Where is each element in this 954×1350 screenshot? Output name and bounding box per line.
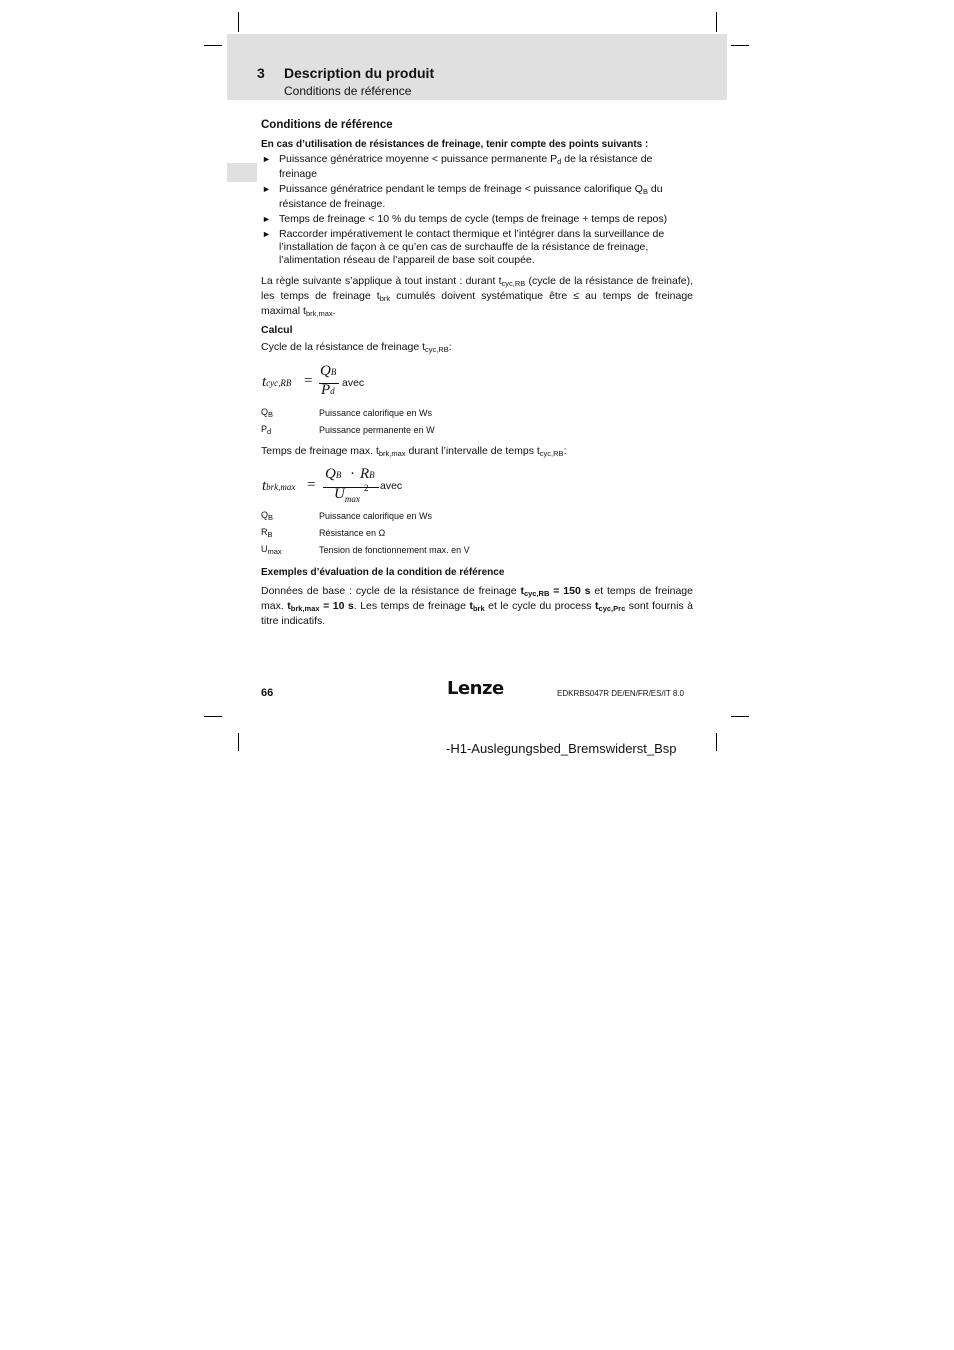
section-title: Conditions de référence xyxy=(261,119,393,131)
arrow-right-icon: ► xyxy=(262,184,271,194)
rule-paragraph: La règle suivante s’applique à tout instant : durant $t_{cyc,RB}$ (cycle de la résistance de freinafe), les temps de freinage $t_{brk}$ cumulés doivent systématique être ≤ au temps de freinage maximal $t_{brk,max}$. xyxy=(261,275,694,318)
side-tab-marker xyxy=(227,163,257,182)
crop-mark xyxy=(238,12,239,32)
chapter-number: 3 xyxy=(257,65,265,81)
crop-mark xyxy=(238,733,239,751)
arrow-right-icon: ► xyxy=(262,229,271,239)
crop-mark xyxy=(716,733,717,751)
definitions-2 xyxy=(261,508,693,559)
list-item: ► Temps de freinage < 10 % du temps de cycle (temps de freinage + temps de repos) xyxy=(262,213,668,225)
examples-heading: Exemples d’évaluation de la condition de référence xyxy=(261,567,505,578)
intro-text: En cas d’utilisation de résistances de freinage, tenir compte des points suivants : xyxy=(261,139,649,150)
arrow-right-icon: ► xyxy=(262,154,271,164)
crop-mark xyxy=(731,45,749,46)
main-content xyxy=(261,119,693,627)
lenze-logo: Lenze xyxy=(447,678,504,699)
chapter-title: Description du produit xyxy=(284,65,435,81)
document-reference: EDKRBS047R DE/EN/FR/ES/IT 8.0 xyxy=(557,689,685,698)
page-number: 66 xyxy=(261,687,274,699)
definition-row: $Q_B$ Puissance calorifique en Ws xyxy=(261,510,433,522)
crop-mark xyxy=(204,716,222,717)
document-tag: -H1-Auslegungsbed_Bremswiderst_Bsp xyxy=(446,741,677,756)
crop-mark xyxy=(731,716,749,717)
definition-row: $U_{max}$ Tension de fonctionnement max. en V xyxy=(261,544,470,556)
list-item: ► Puissance génératrice moyenne < puissance permanente $P_d$ de la résistance de freinage xyxy=(262,153,653,180)
chapter-subtitle: Conditions de référence xyxy=(284,84,412,98)
list-item: ► Puissance génératrice pendant le temps de freinage < puissance calorifique $Q_B$ du résistance de freinage. xyxy=(262,183,663,210)
formula-cycle: tcyc,RB = QB Pd avec xyxy=(262,363,365,398)
cycle-line: Cycle de la résistance de freinage $t_{cyc,RB}$: xyxy=(261,341,452,354)
calcul-heading: Calcul xyxy=(261,324,293,336)
definitions-1 xyxy=(261,405,693,439)
bullet-list xyxy=(261,153,693,267)
tbrk-line: Temps de freinage max. $t_{brk,max}$ durant l’intervalle de temps $t_{cyc,RB}$: xyxy=(261,445,567,458)
crop-mark xyxy=(204,45,222,46)
examples-paragraph: Données de base : cycle de la résistance de freinage $t_{cyc,RB} = 150$ s et temps de freinage max. $t_{brk,max} = 10$ s. Les temps de freinage $t_{brk}$ et le cycle du process $t_{cyc,Prc}$ sont fournis à titre indicatifs. xyxy=(261,585,694,627)
formula-brake-time: tbrk,max = QB · RB $U_{max}$ 2 avec xyxy=(262,466,403,504)
definition-row: $R_B$ Résistance en Ω xyxy=(261,527,386,539)
crop-mark xyxy=(716,12,717,32)
list-item: ► Raccorder impérativement le contact thermique et l’intégrer dans la surveillance de l’installation de façon à ce qu’en cas de surchauffe de la résistance de freinage, l’alimentation réseau de l’appareil de base soit coupée. xyxy=(262,228,665,266)
definition-row: $P_d$ Puissance permanente en W xyxy=(261,424,435,436)
definition-row: $Q_B$ Puissance calorifique en Ws xyxy=(261,407,433,419)
arrow-right-icon: ► xyxy=(262,214,271,224)
